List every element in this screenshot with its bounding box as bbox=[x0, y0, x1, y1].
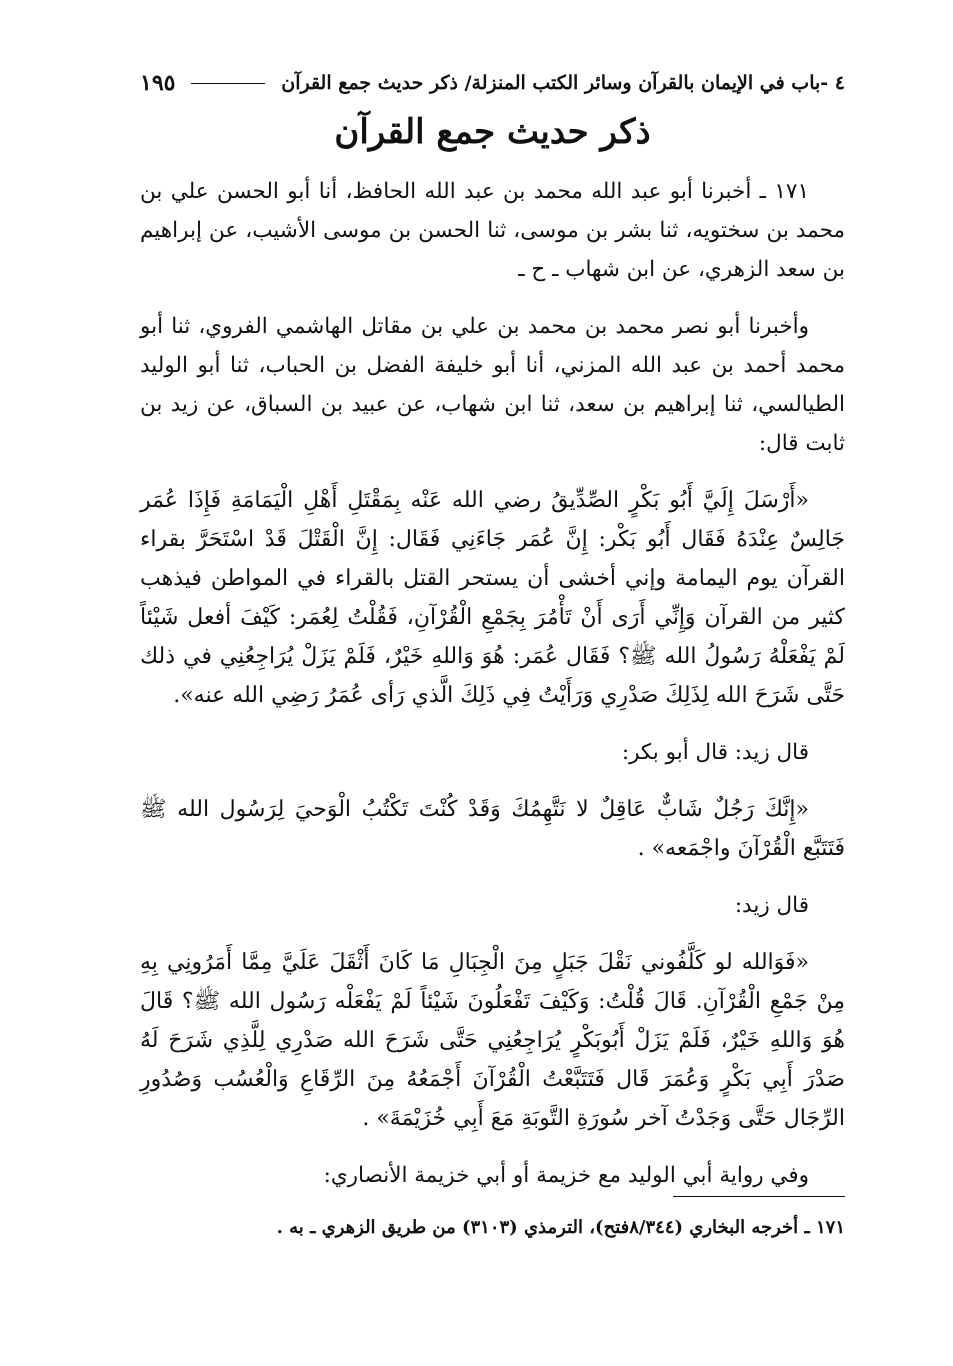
header-title: ٤ -باب في الإيمان بالقرآن وسائر الكتب المنزلة/ ذكر حديث جمع القرآن bbox=[281, 72, 845, 94]
paragraph-hadith-quote-1: «أَرْسَلَ إِلَيَّ أَبُو بَكْرٍ الصِّدِّيقُ رضي الله عَنْه بِمَقْتَلِ أَهْلِ الْيَمَامَةِ فَإِذَا عُمَر جَالِسٌ عِنْدَهُ فَقَال أَبُو بَكْر: إِنَّ عُمَر جَاءَنِي فَقَال: إِنَّ الْقَتْلَ قَدْ اسْتَحَرَّ بقراء القرآن يوم اليمامة وإني أخشى أن يستحر القتل بالقراء في المواطن فيذهب كثير من القرآن وَإِنِّي أَرَى أَنْ تَأْمُرَ بِجَمْعِ الْقُرْآنِ، فَقُلْتُ لِعُمَر: كَيْفَ أفعل شَيْئاً لَمْ يَفْعَلْهُ رَسُولُ الله ﷺ؟ فَقَال عُمَر: هُوَ وَاللهِ خَيْرٌ، فَلَمْ يَزَلْ يُرَاجِعُنِي في ذلك حَتَّى شَرَحَ الله لِذَلِكَ صَدْرِي وَرَأَيْتُ فِي ذَلِكَ الَّذي رَأى عُمَرُ رَضِي الله عنه». bbox=[140, 488, 845, 708]
page-number: ١٩٥ bbox=[140, 70, 176, 96]
paragraph-narrator-line-1: قال زيد: قال أبو بكر: bbox=[621, 740, 809, 765]
paragraph-narrator-line-2: قال زيد: bbox=[734, 893, 809, 918]
footnote: ١٧١ ـ أخرجه البخاري (٨/٣٤٤فتح)، الترمذي (٣١٠٣) من طريق الزهري ـ به . bbox=[276, 1217, 845, 1238]
footnote-rule bbox=[673, 1196, 845, 1197]
running-header bbox=[140, 66, 845, 100]
paragraph-isnad-2: وأخبرنا أبو نصر محمد بن محمد بن علي بن مقاتل الهاشمي الفروي، ثنا أبو محمد أحمد بن عبد الله المزني، أنا أبو خليفة الفضل بن الحباب، ثنا أبو الوليد الطيالسي، ثنا إبراهيم بن سعد، ثنا ابن شهاب، عن عبيد بن السباق، عن زيد بن ثابت قال: bbox=[140, 314, 845, 456]
paragraph-hadith-quote-2: «إِنَّكَ رَجُلٌ شَابٌّ عَاقِلٌ لا نَتَّهِمُكَ وَقَدْ كُنْتَ تَكْتُبُ الْوَحيَ لِرَسُول الله ﷺ فَتَتَبَّع الْقُرْآنَ واجْمَعه» . bbox=[140, 797, 845, 861]
paragraph-closing-line: وفي رواية أبي الوليد مع خزيمة أو أبي خزيمة الأنصاري: bbox=[323, 1163, 809, 1188]
paragraph-isnad-1: ١٧١ ـ أخبرنا أبو عبد الله محمد بن عبد الله الحافظ، أنا أبو الحسن علي بن محمد بن سختويه، ثنا بشر بن موسى، ثنا الحسن بن موسى الأشيب، عن إبراهيم بن سعد الزهري، عن ابن شهاب ـ ح ـ bbox=[140, 179, 845, 282]
paragraph-hadith-quote-3: «فَوَالله لو كَلَّفُوني نَقْلَ جَبَلٍ مِنَ الْجِبَالِ مَا كَانَ أَثْقَلَ عَلَيَّ مِمَّا أَمَرُونِي بِهِ مِنْ جَمْعِ الْقُرْآنِ. قَالَ قُلْتُ: وَكَيْفَ تَفْعَلُونَ شَيْئاً لَمْ يَفْعَلْه رَسُول الله ﷺ؟ قَالَ هُوَ وَاللهِ خَيْرٌ، فَلَمْ يَزَلْ أَبُوبَكْرٍ يُرَاجِعُنِي حَتَّى شَرَحَ الله صَدْرِي لِلَّذِي شَرَحَ لَهُ صَدْرَ أَبِي بَكْرٍ وَعُمَرَ قَال فَتَتَبَّعْتُ الْقُرْآنَ أَجْمَعُهُ مِنَ الرِّقَاعِ وَالْعُسُب وَصُدُورِ الرِّجَال حَتَّى وَجَدْتُ آخر سُورَةِ التَّوبَةِ مَعَ أَبِي خُزَيْمَةَ» . bbox=[140, 950, 845, 1131]
section-title: ذكر حديث جمع القرآن bbox=[334, 112, 651, 152]
header-rule bbox=[191, 83, 265, 84]
body-text bbox=[140, 172, 845, 1195]
